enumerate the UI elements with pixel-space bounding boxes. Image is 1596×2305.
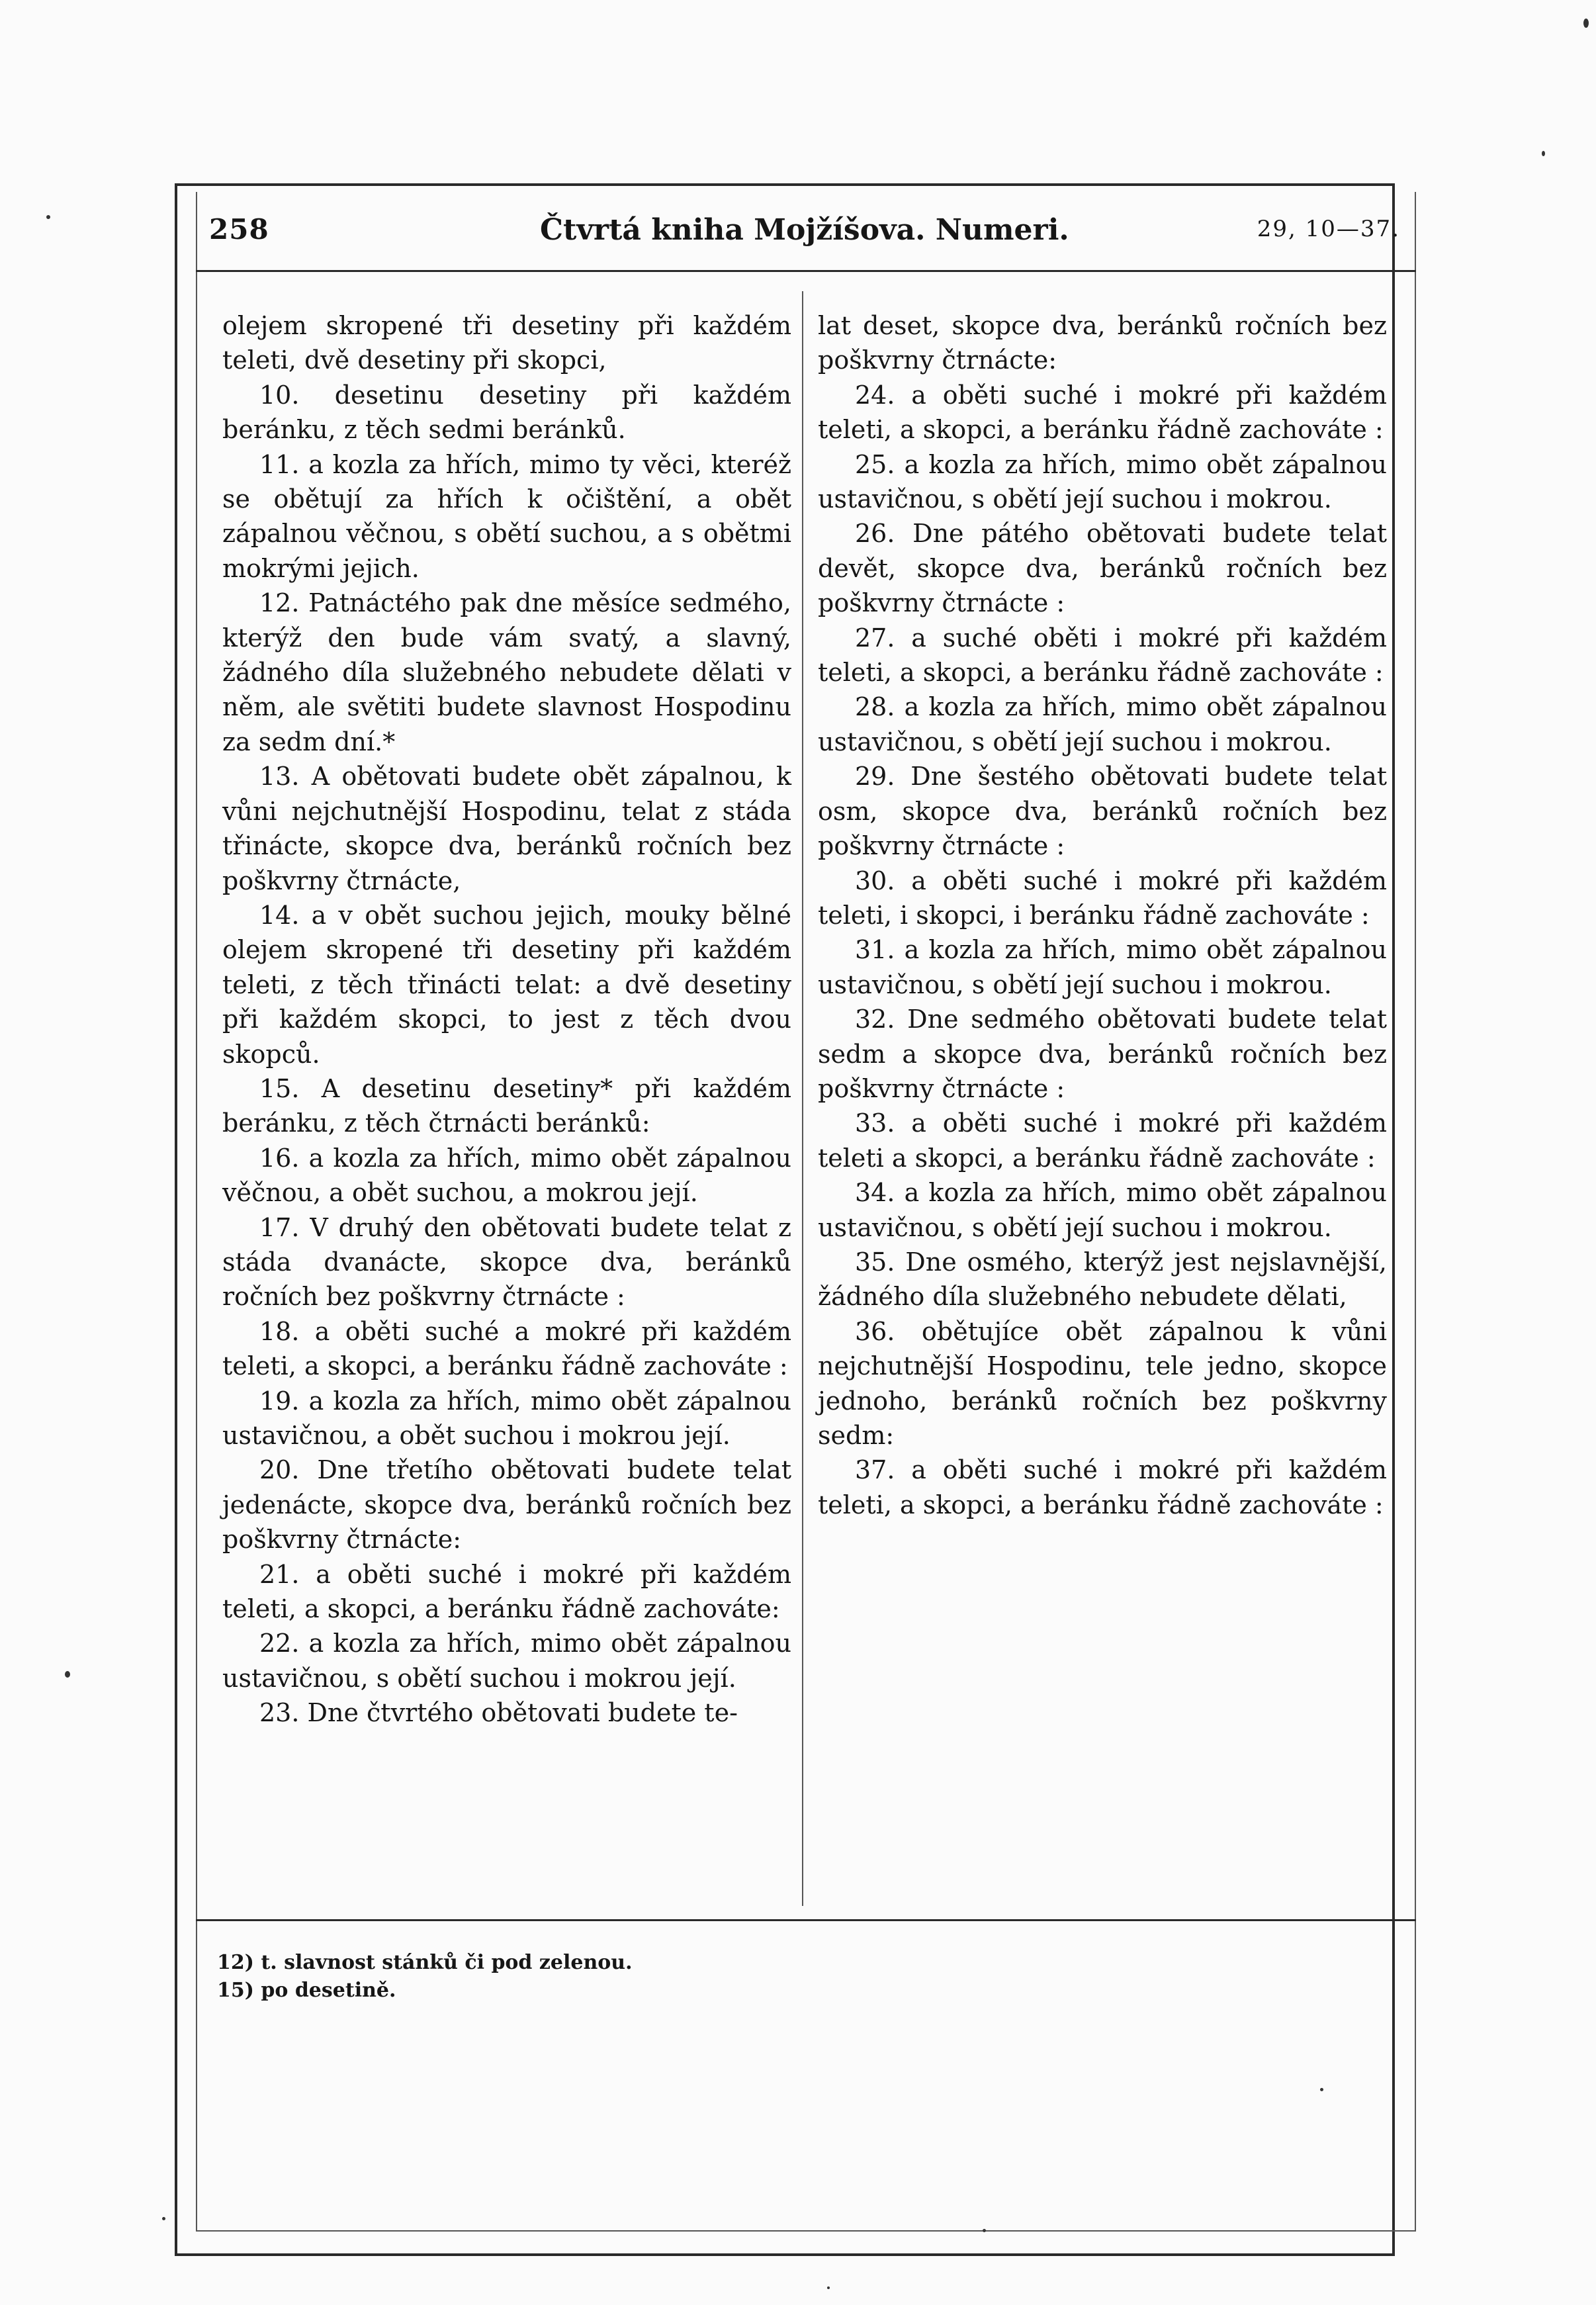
verse-paragraph: 20. Dne třetího obětovati budete telat jedenácte, skopce dva, beránků ročních bez poškvrny čtrnácte: [222,1455,791,1555]
verse-paragraph: 11. a kozla za hřích, mimo ty věci, kteréž se obětují za hřích k očištění, a obět zápalnou věčnou, s obětí suchou, a s obětmi mokrými jejich. [222,449,791,583]
verse-paragraph: 23. Dne čtvrtého obětovati budete te- [259,1698,738,1728]
frame-right-rule [1392,183,1395,2255]
bottom-inner-rule [196,2230,1416,2232]
verse-paragraph: 25. a kozla za hřích, mimo obět zápalnou ustavičnou, s obětí její suchou i mokrou. [818,449,1387,514]
verse-paragraph: 33. a oběti suché i mokré při každém teleti a skopci, a beránku řádně zachováte : [818,1108,1387,1173]
verse-paragraph: 15. A desetinu desetiny* při každém beránku, z těch čtrnácti beránků: [222,1073,791,1138]
verse-paragraph: 29. Dne šestého obětovati budete telat osm, skopce dva, beránků ročních bez poškvrny čtrnácte : [818,762,1387,861]
scan-speck [1542,151,1545,156]
scan-speck [46,215,50,219]
verse-paragraph: 13. A obětovati budete obět zápalnou, k vůni nejchutnější Hospodinu, telat z stáda třinácte, skopce dva, beránků ročních bez poškvrny čtrnácte, [222,762,791,895]
verse-paragraph: 14. a v obět suchou jejich, mouky bělné olejem skropené tři desetiny při každém teleti, z těch třinácti telat: a dvě desetiny při každém skopci, to jest z těch dvou skopců. [222,900,791,1069]
scan-speck [983,2229,986,2232]
verse-paragraph: 10. desetinu desetiny při každém beránku, z těch sedmi beránků. [222,380,791,445]
verse-paragraph: 34. a kozla za hřích, mimo obět zápalnou ustavičnou, s obětí její suchou i mokrou. [818,1178,1387,1242]
verse-paragraph: 30. a oběti suché i mokré při každém teleti, i skopci, i beránku řádně zachováte : [818,866,1387,930]
column-divider [802,291,803,1906]
verse-paragraph: 27. a suché oběti i mokré při každém teleti, a skopci, a beránku řádně zachováte : [818,623,1387,688]
inner-right-rule [1415,192,1416,2230]
left-column [222,308,791,1731]
chapter-reference: 29, 10—37. [1257,216,1400,242]
verse-paragraph: 16. a kozla za hřích, mimo obět zápalnou věčnou, a obět suchou, a mokrou její. [222,1143,791,1208]
footnote-rule [196,1919,1416,1921]
verse-paragraph: 26. Dne pátého obětovati budete telat devět, skopce dva, beránků ročních bez poškvrny čtrnácte : [818,519,1387,618]
verse-paragraph: lat deset, skopce dva, beránků ročních bez poškvrny čtrnácte: [818,311,1387,375]
verse-paragraph: 35. Dne osmého, kterýž jest nejslavnější, žádného díla služebného nebudete dělati, [818,1247,1387,1312]
verse-paragraph: 28. a kozla za hřích, mimo obět zápalnou ustavičnou, s obětí její suchou i mokrou. [818,692,1387,756]
scan-speck [1583,19,1589,28]
scan-speck [65,1671,70,1678]
scan-speck [1320,2088,1323,2091]
verse-paragraph: 32. Dne sedmého obětovati budete telat sedm a skopce dva, beránků ročních bez poškvrny čtrnácte : [818,1005,1387,1103]
scan-speck [827,2286,830,2289]
verse-paragraph: 21. a oběti suché i mokré při každém teleti, a skopci, a beránku řádně zachováte: [222,1559,791,1624]
verse-paragraph: olejem skropené tři desetiny při každém teleti, dvě desetiny při skopci, [222,311,791,375]
verse-paragraph: 22. a kozla za hřích, mimo obět zápalnou ustavičnou, s obětí suchou i mokrou její. [222,1629,791,1693]
frame-bottom-rule [175,2253,1395,2256]
verse-paragraph: 37. a oběti suché i mokré při každém teleti, a skopci, a beránku řádně zachováte : [818,1455,1387,1519]
footnotes [217,1949,1342,2005]
book-title: Čtvrtá kniha Mojžíšova. Numeri. [540,213,1069,247]
verse-paragraph: 31. a kozla za hřích, mimo obět zápalnou ustavičnou, s obětí její suchou i mokrou. [818,935,1387,999]
inner-left-rule [196,192,197,2230]
header-rule [196,270,1416,272]
verse-paragraph: 17. V druhý den obětovati budete telat z stáda dvanácte, skopce dva, beránků ročních bez poškvrny čtrnácte : [222,1212,791,1312]
running-header [209,213,1400,259]
verse-paragraph: 24. a oběti suché i mokré při každém teleti, a skopci, a beránku řádně zachováte : [818,380,1387,445]
footnote: 15) po desetině. [217,1979,396,2002]
verse-paragraph: 18. a oběti suché a mokré při každém teleti, a skopci, a beránku řádně zachováte : [222,1316,791,1381]
footnote: 12) t. slavnost stánků či pod zelenou. [217,1951,633,1974]
verse-paragraph: 19. a kozla za hřích, mimo obět zápalnou ustavičnou, a obět suchou i mokrou její. [222,1386,791,1450]
frame-left-rule [175,183,177,2255]
frame-top-rule [176,183,1394,186]
page-number: 258 [209,213,269,246]
verse-paragraph: 12. Patnáctého pak dne měsíce sedmého, kterýž den bude vám svatý, a slavný, žádného díla služebného nebudete dělati v něm, ale světiti budete slavnost Hospodinu za sedm dní.* [222,588,791,756]
right-column [818,308,1387,1522]
scan-speck [162,2217,165,2220]
verse-paragraph: 36. obětujíce obět zápalnou k vůni nejchutnější Hospodinu, tele jedno, skopce jednoho, beránků ročních bez poškvrny sedm: [818,1316,1387,1450]
